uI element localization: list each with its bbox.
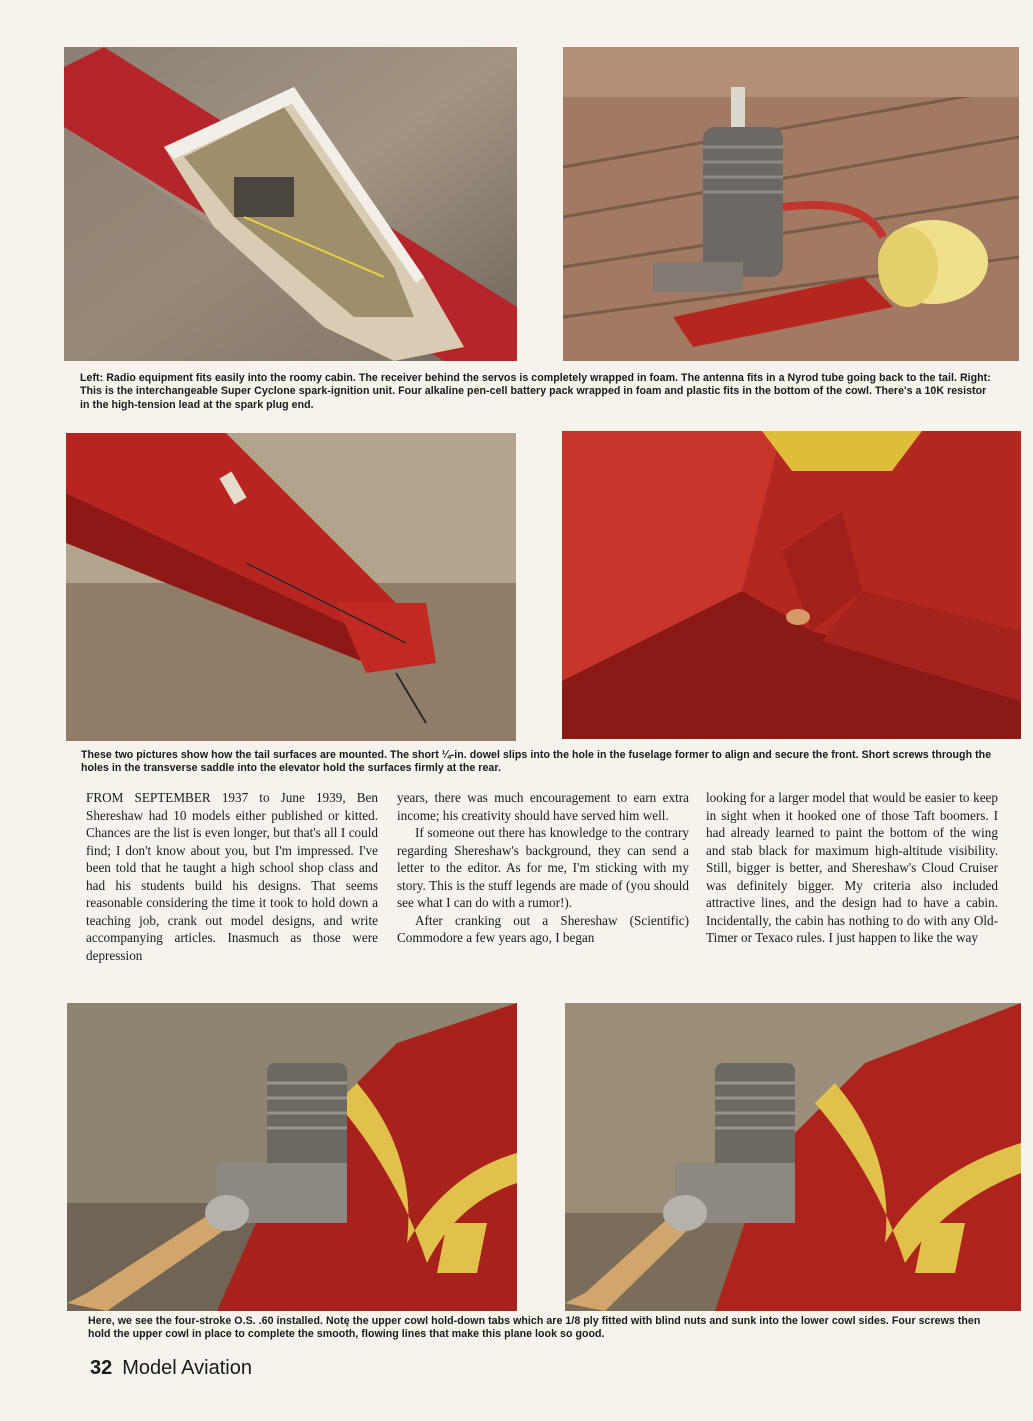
article-column-3 [706, 789, 998, 947]
article-column-2 [397, 789, 689, 947]
page-footer [90, 1357, 252, 1380]
article-paragraph: After cranking out a Shereshaw (Scientific) Commodore a few years ago, I began [397, 912, 689, 945]
middle-photos-caption: These two pictures show how the tail surfaces are mounted. The short ¼-in. dowel slips into the hole in the fuselage former to align and secure the front. Short screws through the holes in the transverse saddle into the elevator hold the surfaces firmly at the rear. [81, 749, 992, 775]
photo-tail-boom [66, 433, 516, 741]
photo-tail-dowel [562, 431, 1021, 739]
article-paragraph: years, there was much encouragement to earn extra income; his creativity should have served him well. [397, 790, 689, 823]
photo-spark-ignition-unit [563, 47, 1019, 361]
article-paragraph: FROM SEPTEMBER 1937 to June 1939, Ben Shereshaw had 10 models either published or kitted. Chances are the list is even longer, but that's all I could find; I don't know about you, but I'm impressed. I've been told that he taught a high school shop class and had his students build his designs. That seems reasonable considering the time it took to hold down a teaching job, crank out model designs, and write accompanying articles. Inasmuch as those were depression [86, 790, 378, 963]
photo-four-stroke-engine-left [67, 1003, 517, 1311]
bottom-photos-caption: Here, we see the four-stroke O.S. .60 installed. Notę the upper cowl hold-down tabs which are 1/8 ply fitted with blind nuts and sunk into the lower cowl sides. Four screws then hold the upper cowl in place to complete the smooth, flowing lines that make this plane look so good. [88, 1315, 981, 1341]
photo-four-stroke-engine-right [565, 1003, 1021, 1311]
page-number: 32 [90, 1357, 113, 1379]
top-photos-caption: Left: Radio equipment fits easily into the roomy cabin. The receiver behind the servos is completely wrapped in foam. The antenna fits in a Nyrod tube going back to the tail. Right: This is the interchangeable Super Cyclone spark-ignition unit. Four alkaline pen-cell battery pack wrapped in foam and plastic fits in the bottom of the cowl. There's a 10K resistor in the high-tension lead at the spark plug end. [80, 372, 991, 411]
article-paragraph: looking for a larger model that would be easier to keep in sight when it hooked one of those Taft boomers. I had already learned to paint the bottom of the wing and stab black for maximum high-altitude visibility. Still, bigger is better, and Shereshaw's Cloud Cruiser was definitely bigger. My criteria also included attractive lines, and the design had to have a cabin. Incidentally, the cabin has nothing to do with any Old-Timer or Texaco rules. I just happen to like the way [706, 790, 998, 945]
article-column-1 [86, 789, 378, 964]
magazine-title: Model Aviation [122, 1357, 252, 1379]
article-paragraph: If someone out there has knowledge to the contrary regarding Shereshaw's background, they can send a letter to the editor. As for me, I'm sticking with my story. This is the stuff legends are made of (you should see what I can do with a rumor!). [397, 825, 689, 910]
photo-radio-cabin [64, 47, 517, 361]
